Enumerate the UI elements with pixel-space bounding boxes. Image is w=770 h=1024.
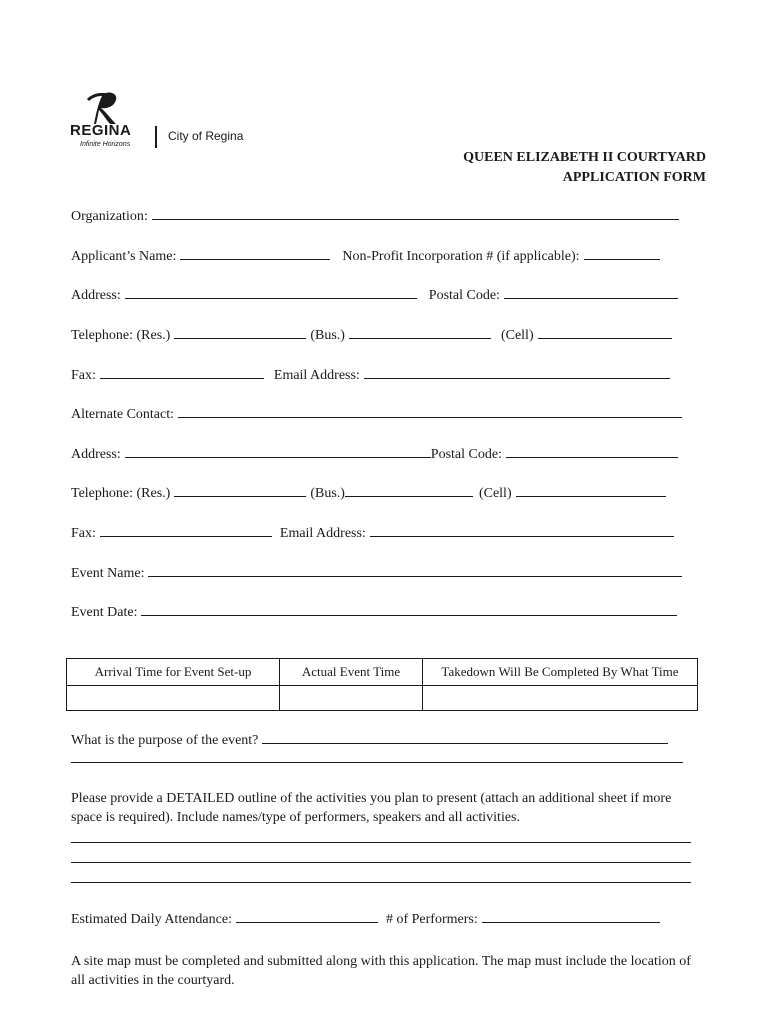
alternate-fax-label: Fax: [71, 526, 96, 541]
outline-instructions: Please provide a DETAILED outline of the activities you plan to present (attach an additional sheet if more space is required). Include names/type of performers, speakers and all activities. [71, 791, 672, 825]
arrival-time-header: Arrival Time for Event Set-up [67, 659, 280, 686]
telephone-row [71, 326, 672, 344]
attendance-row [71, 910, 660, 928]
alternate-email-label: Email Address: [279, 526, 366, 541]
applicant-name-field[interactable] [180, 247, 330, 260]
performers-label: # of Performers: [385, 912, 478, 927]
outline-line-2[interactable] [71, 862, 691, 863]
arrival-time-cell[interactable] [67, 686, 280, 711]
event-date-row [71, 603, 677, 621]
event-date-field[interactable] [141, 603, 677, 616]
non-profit-field[interactable] [584, 247, 660, 260]
logo-city-name: City of Regina [168, 129, 244, 143]
event-date-label: Event Date: [71, 605, 138, 620]
postal-code-label: Postal Code: [428, 288, 500, 303]
logo-tagline: Infinite Horizons [80, 141, 131, 148]
postal-code-field[interactable] [504, 286, 678, 299]
alternate-telephone-cell-field[interactable] [516, 484, 666, 497]
non-profit-label: Non-Profit Incorporation # (if applicable): [342, 249, 580, 264]
alternate-email-field[interactable] [370, 524, 674, 537]
alternate-fax-field[interactable] [100, 524, 272, 537]
address-field[interactable] [125, 286, 417, 299]
fax-field[interactable] [100, 366, 264, 379]
logo-wordmark: REGINA [70, 122, 132, 139]
purpose-row [71, 731, 668, 749]
outline-line-3[interactable] [71, 882, 691, 883]
takedown-time-header: Takedown Will Be Completed By What Time [423, 659, 698, 686]
telephone-bus-field[interactable] [349, 326, 491, 339]
purpose-label: What is the purpose of the event? [71, 733, 259, 748]
logo-divider [155, 126, 157, 148]
form-title-line2: APPLICATION FORM [562, 170, 706, 185]
organization-field[interactable] [152, 207, 679, 220]
telephone-cell-field[interactable] [538, 326, 672, 339]
alternate-fax-row [71, 524, 674, 542]
purpose-field-line2[interactable] [71, 762, 683, 763]
event-name-label: Event Name: [71, 566, 145, 581]
actual-event-time-header: Actual Event Time [280, 659, 423, 686]
alternate-telephone-row [71, 484, 666, 502]
attendance-label: Estimated Daily Attendance: [71, 912, 232, 927]
alternate-telephone-res-label: Telephone: (Res.) [71, 486, 171, 501]
takedown-time-cell[interactable] [423, 686, 698, 711]
city-of-regina-logo [70, 90, 260, 152]
alternate-contact-row [71, 405, 682, 423]
alternate-telephone-res-field[interactable] [174, 484, 306, 497]
address-row [71, 286, 678, 304]
purpose-field[interactable] [262, 731, 668, 744]
alternate-contact-label: Alternate Contact: [71, 407, 175, 422]
telephone-res-label: Telephone: (Res.) [71, 328, 171, 343]
alternate-address-row [71, 445, 678, 463]
fax-row [71, 366, 670, 384]
alternate-address-field[interactable] [125, 445, 431, 458]
applicant-name-label: Applicant’s Name: [71, 249, 177, 264]
performers-field[interactable] [482, 910, 660, 923]
alternate-address-label: Address: [71, 447, 121, 462]
alternate-telephone-bus-field[interactable] [345, 484, 473, 497]
alternate-postal-code-label: Postal Code: [430, 447, 502, 462]
telephone-res-field[interactable] [174, 326, 306, 339]
telephone-bus-label: (Bus.) [310, 328, 345, 343]
form-title-line1: QUEEN ELIZABETH II COURTYARD [463, 150, 706, 165]
attendance-field[interactable] [236, 910, 378, 923]
email-field[interactable] [364, 366, 670, 379]
event-name-row [71, 564, 682, 582]
applicant-row [71, 247, 660, 265]
telephone-cell-label: (Cell) [500, 328, 534, 343]
fax-label: Fax: [71, 368, 96, 383]
organization-label: Organization: [71, 209, 148, 224]
site-map-note: A site map must be completed and submitted along with this application. The map must include the location of all activities in the courtyard. [71, 954, 691, 988]
outline-line-1[interactable] [71, 842, 691, 843]
alternate-telephone-cell-label: (Cell) [478, 486, 512, 501]
email-label: Email Address: [273, 368, 360, 383]
regina-r-logo-icon [84, 90, 124, 126]
organization-row [71, 207, 679, 225]
alternate-telephone-bus-label: (Bus.) [310, 486, 345, 501]
actual-event-time-cell[interactable] [280, 686, 423, 711]
event-times-table [66, 658, 698, 711]
address-label: Address: [71, 288, 121, 303]
alternate-postal-code-field[interactable] [506, 445, 678, 458]
alternate-contact-field[interactable] [178, 405, 682, 418]
event-name-field[interactable] [148, 564, 682, 577]
